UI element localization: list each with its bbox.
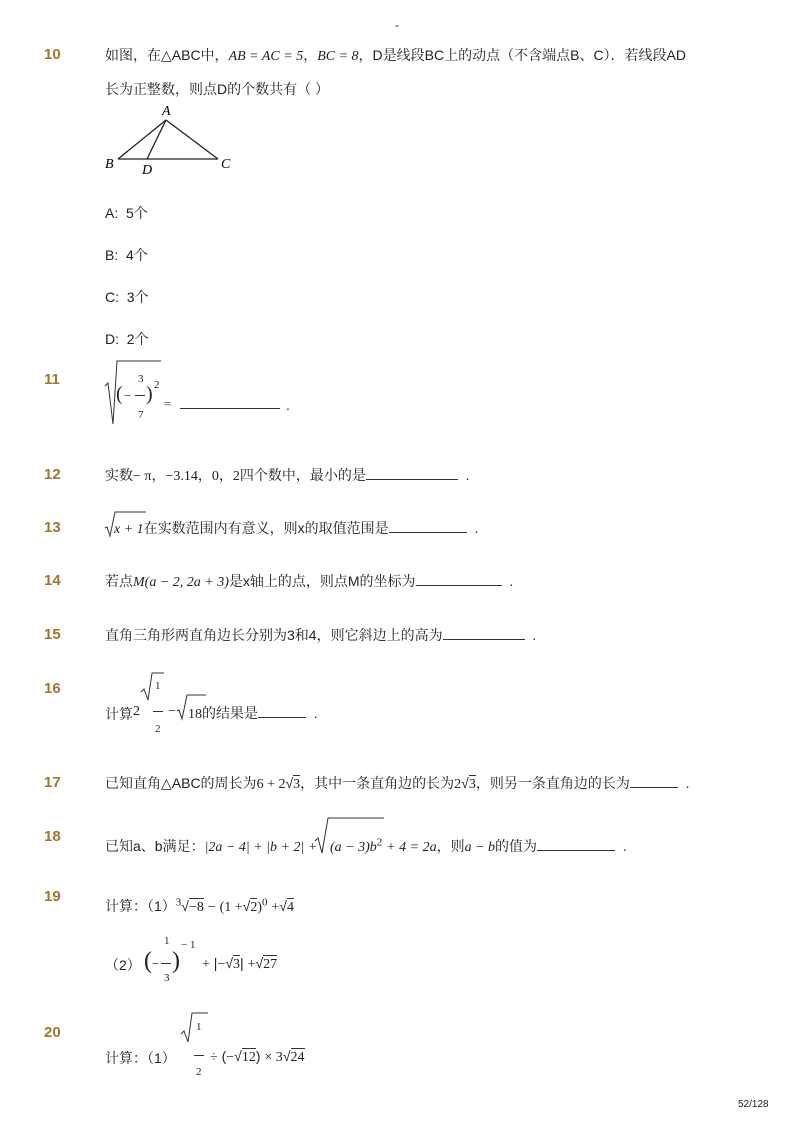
label-b: B (105, 157, 114, 172)
q16-num: 1 (155, 680, 161, 692)
q11-minus: − (124, 388, 132, 403)
answer-blank[interactable] (630, 775, 678, 788)
q19-part2-label: （2） (105, 957, 141, 973)
question-number: 19 (44, 888, 61, 905)
fraction-bar (161, 963, 171, 964)
q17-text: 已知直角△ABC的周长为6 + 2√3，其中一条直角边的长为2√3，则另一条直角边的长为 . (105, 775, 690, 792)
triangle-figure (100, 100, 240, 178)
question-number: 20 (44, 1024, 61, 1041)
q11-exp: 2 (154, 379, 160, 391)
question-number: 16 (44, 680, 61, 697)
question-number: 15 (44, 626, 61, 643)
q11-num: 3 (138, 373, 144, 385)
q16-radical (140, 670, 166, 730)
answer-blank[interactable] (443, 627, 525, 640)
answer-blank[interactable] (366, 467, 458, 480)
fraction-bar (135, 395, 145, 396)
q10-line2: 长为正整数，则点D的个数共有（ ） (105, 81, 329, 97)
q16-den: 2 (155, 723, 161, 735)
q20-den: 2 (196, 1066, 202, 1078)
q20-text: ÷ (−√12) × 3√24 (210, 1048, 305, 1065)
question-number: 17 (44, 774, 61, 791)
label-d: D (142, 163, 153, 178)
fraction-bar (153, 711, 163, 712)
q15-text: 直角三角形两直角边长分别为3和4，则它斜边上的高为 . (105, 627, 537, 643)
question-number: 11 (44, 371, 60, 388)
option-c[interactable]: C: 3个 (105, 289, 149, 305)
q10-line1: 如图，在△ABC中，AB = AC = 5，BC = 8，D是线段BC上的动点（不含端点B、C）．若线段AD (105, 47, 687, 64)
question-number: 18 (44, 828, 61, 845)
question-number: 12 (44, 466, 61, 483)
option-b[interactable]: B: 4个 (105, 247, 148, 263)
q16-coef: 2 (133, 704, 140, 719)
fraction-bar (194, 1055, 204, 1056)
answer-blank[interactable] (389, 520, 467, 533)
header-mark: - (395, 18, 399, 32)
q12-text: 实数− π，−3.14，0，2四个数中，最小的是 . (105, 467, 470, 484)
q19-part2: + |−√3| +√27 (202, 955, 278, 972)
question-number: 13 (44, 519, 61, 536)
answer-blank[interactable] (416, 573, 502, 586)
q16-text: 18的结果是 . (188, 705, 318, 722)
q19-p2-num: 1 (164, 935, 170, 947)
q19-part1: 计算：$(1)^3√-8 - (1 +√2)^0 +√4$ (105, 896, 294, 915)
q11-end: . (286, 397, 290, 413)
q11-radical (103, 358, 163, 428)
label-a: A (162, 104, 171, 119)
q18-text: $(a - 3)b^2 + 4 = 2a$，则a − b的值为 . (330, 836, 627, 855)
answer-blank[interactable] (180, 396, 280, 409)
q19-p2-den: 3 (164, 972, 170, 984)
answer-blank[interactable] (537, 838, 615, 851)
q20-radical (180, 1010, 210, 1070)
q19-p2-exp: − 1 (181, 939, 196, 951)
q11-eq: = (164, 396, 172, 411)
q13-text: x + 1在实数范围内有意义，则x的取值范围是 . (114, 520, 479, 537)
q20-label: 计算：（1） (105, 1050, 176, 1066)
q18-pre: 已知a、b满足：|2a − 4| + |b + 2| + (105, 838, 318, 855)
option-a[interactable]: A: 5个 (105, 205, 148, 221)
option-d[interactable]: D: 2个 (105, 331, 149, 347)
label-c: C (221, 157, 231, 172)
q11-den: 7 (138, 409, 144, 421)
q14-text: 若点M(a − 2, 2a + 3)是x轴上的点，则点M的坐标为 . (105, 573, 514, 590)
page-number: 52/128 (738, 1099, 769, 1110)
answer-blank[interactable] (258, 705, 306, 718)
q16-minus: − (168, 704, 176, 719)
question-number: 14 (44, 572, 61, 589)
q20-num: 1 (196, 1021, 202, 1033)
question-number: 10 (44, 46, 61, 63)
q16-pre: 计算 (105, 706, 133, 722)
